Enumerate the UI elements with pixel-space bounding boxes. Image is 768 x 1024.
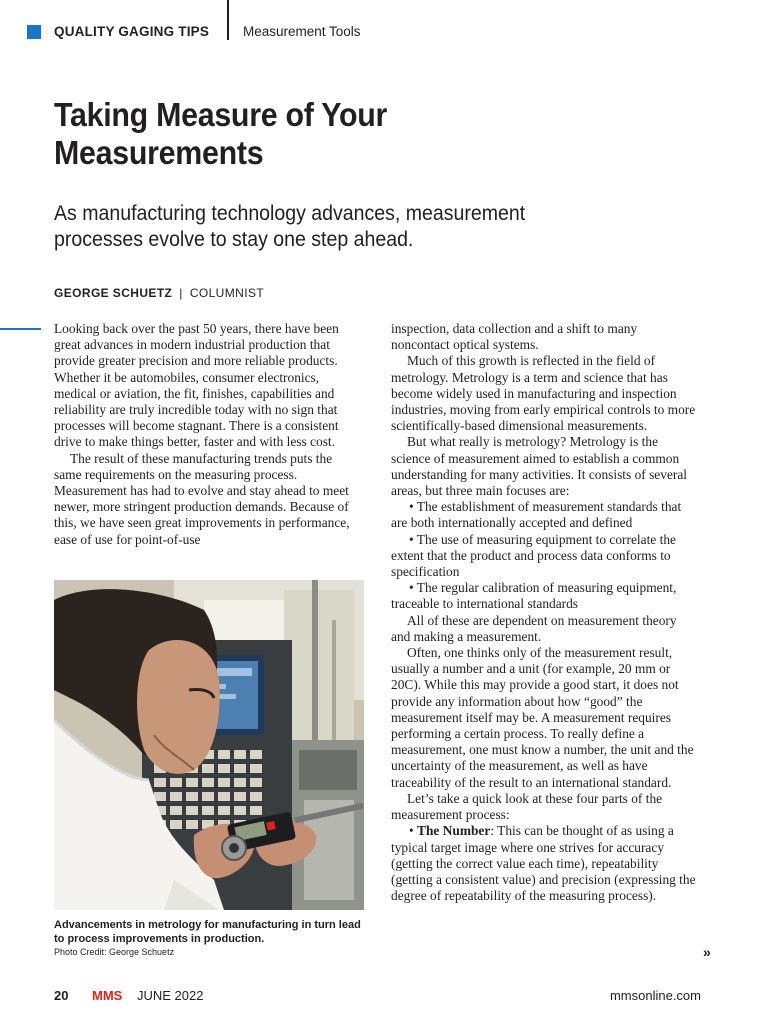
bullet-item: [391, 823, 699, 904]
paragraph: Let’s take a quick look at these four parts of the measurement process:: [391, 790, 663, 823]
article-column-1: [54, 321, 358, 548]
paragraph: All of these are dependent on measurement theory and making a measurement.: [391, 612, 677, 644]
bullet-term: The Number: [417, 823, 491, 839]
website-link[interactable]: mmsonline.com: [609, 988, 701, 1003]
paragraph: Much of this growth is reflected in the field of metrology. Metrology is a term and science that has become widely used in manufacturing and inspection industries, moving from early empirical controls to more scientifically-based dimensional measurements.: [391, 353, 696, 434]
section-marker: [27, 25, 41, 39]
bullet-item: • The use of measuring equipment to correlate the extent that the product and process data conforms to specification: [391, 531, 676, 580]
issue-date: JUNE 2022: [137, 988, 204, 1003]
magazine-logo: MMS: [92, 988, 123, 1003]
accent-rule: [0, 328, 41, 330]
author-role: COLUMNIST: [189, 286, 265, 300]
paragraph: inspection, data collection and a shift to many noncontact optical systems.: [391, 321, 638, 353]
page-number: 20: [54, 988, 69, 1003]
article-column-2: [391, 321, 699, 904]
photo-caption: Advancements in metrology for manufacturing in turn lead to process improvements in production.: [54, 919, 361, 945]
section-label: QUALITY GAGING TIPS: [54, 24, 210, 39]
author-name: GEORGE SCHUETZ: [54, 286, 173, 300]
bullet-item: • The regular calibration of measuring equipment, traceable to international standards: [391, 580, 677, 612]
byline: [54, 286, 264, 300]
photo-credit: Photo Credit: George Schuetz: [54, 947, 175, 957]
header-divider: [227, 0, 229, 40]
topic-label: Measurement Tools: [243, 24, 361, 39]
article-photo: [54, 580, 364, 910]
paragraph: Looking back over the past 50 years, there have been great advances in modern industrial production that provide greater precision and more reliable products. Whether it be automobiles, consumer electronics, medical or aviation, the fit, finishes, capabilities and reliability are truly incredible today with no sign that processes will become stagnant. There is a consistent drive to make things better, faster and with less cost.: [54, 321, 339, 450]
bullet-text: : This can be thought of as using a typical target image where one strives for accuracy (getting the correct value each time), repeatability (getting a consistent value) and precision (expressing the degree of repeatability of the measuring process).: [391, 823, 696, 904]
continue-arrow-icon: »: [703, 944, 711, 960]
bullet-item: • The establishment of measurement standards that are both internationally accepted and defined: [391, 499, 682, 531]
paragraph: Often, one thinks only of the measurement result, usually a number and a unit (for example, 20 mm or 20C). While this may provide a good start, it does not provide any information about how “good” the measurement itself may be. A measurement requires performing a certain process. To really define a measurement, one must know a number, the unit and the uncertainty of the measurement, as well as have traceability of the result to an international standard.: [391, 645, 694, 790]
article-deck: As manufacturing technology advances, measurement processes evolve to stay one step ahead.: [54, 202, 526, 251]
paragraph: But what really is metrology? Metrology is the science of measurement aimed to establish a common understanding for many activities. It consists of several areas, but three main focuses are:: [391, 434, 688, 499]
article-title: Taking Measure of Your Measurements: [54, 96, 388, 171]
paragraph: The result of these manufacturing trends puts the same requirements on the measuring process. Measurement has had to evolve and stay ahead to meet newer, more stringent production demands. Because of this, we have seen great improvements in performance, ease of use for point-of-use: [54, 450, 350, 547]
bullet-marker: •: [409, 823, 418, 839]
byline-separator: |: [179, 286, 183, 300]
